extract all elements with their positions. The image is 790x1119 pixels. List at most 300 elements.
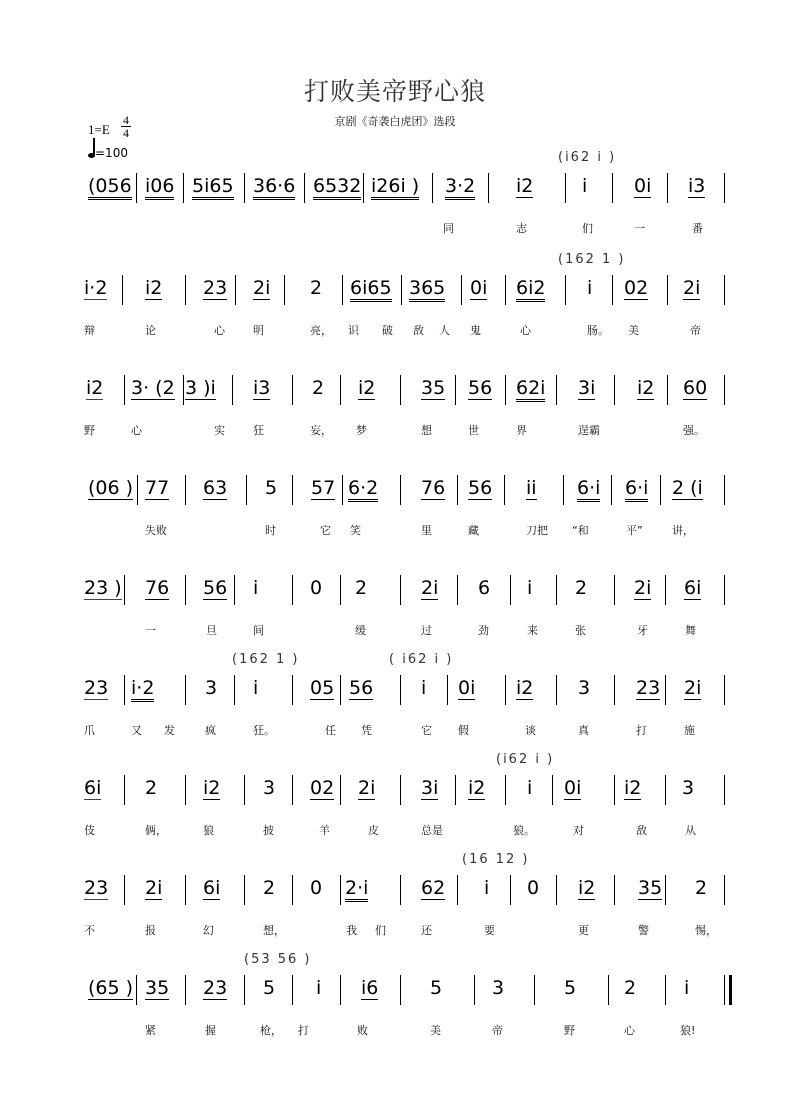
note-group: 2 bbox=[355, 577, 368, 599]
barline bbox=[122, 275, 123, 305]
barline bbox=[505, 275, 506, 305]
barline bbox=[455, 775, 456, 805]
lyric: 们 bbox=[582, 222, 593, 235]
barline bbox=[183, 375, 184, 405]
barline bbox=[614, 675, 615, 705]
note-group: 2i bbox=[683, 277, 701, 299]
barline bbox=[124, 775, 125, 805]
barline bbox=[342, 275, 343, 305]
note-group: 2 bbox=[312, 377, 325, 399]
barline bbox=[292, 575, 293, 605]
barline bbox=[665, 875, 666, 905]
note-group: 2·i bbox=[345, 878, 368, 902]
note-group: i2 bbox=[203, 777, 221, 799]
lyric: 它 bbox=[421, 724, 432, 737]
note-group: 6i65 bbox=[350, 278, 392, 302]
lyric: 野 bbox=[84, 424, 95, 437]
lyric: 敌 bbox=[636, 824, 647, 837]
lyric: 牙 bbox=[637, 624, 648, 637]
lyric: 笑 bbox=[350, 524, 361, 537]
song-title: 打败美帝野心狼 bbox=[303, 77, 486, 106]
barline bbox=[124, 575, 125, 605]
lyric: 皮 bbox=[368, 824, 379, 837]
note-group: 35 bbox=[421, 377, 446, 399]
note-group: 5 bbox=[430, 977, 443, 999]
note-group: 5 bbox=[564, 977, 577, 999]
barline bbox=[400, 475, 401, 505]
note-group: i·2 bbox=[84, 277, 108, 299]
barline bbox=[183, 173, 184, 203]
note-group: 2 bbox=[624, 977, 637, 999]
lyric: 狂。 bbox=[253, 724, 275, 737]
time-signature-top: 4 bbox=[123, 113, 129, 127]
barline bbox=[665, 575, 666, 605]
barline bbox=[455, 375, 456, 405]
note-group: 2i bbox=[684, 677, 702, 699]
lyric: 想， bbox=[263, 924, 285, 937]
barline bbox=[505, 675, 506, 705]
barline bbox=[136, 173, 137, 203]
barline bbox=[724, 375, 725, 405]
note-group: 56 bbox=[468, 377, 493, 399]
barline bbox=[457, 875, 458, 905]
note-group: i bbox=[316, 977, 322, 999]
note-group: i06 bbox=[145, 176, 174, 200]
note-group: i26i ) bbox=[371, 176, 419, 200]
lyric: 梦 bbox=[356, 424, 367, 437]
note-group: i bbox=[527, 777, 533, 799]
note-group: 02 bbox=[310, 777, 335, 799]
lyric: 枪， bbox=[260, 1024, 282, 1037]
barline bbox=[400, 775, 401, 805]
barline bbox=[447, 675, 448, 705]
lyric: 狼 bbox=[203, 824, 214, 837]
barline bbox=[400, 575, 401, 605]
grace-notes: ( i62 i ) bbox=[389, 652, 454, 667]
barline bbox=[556, 875, 557, 905]
lyric: 论 bbox=[145, 324, 156, 337]
barline bbox=[667, 375, 668, 405]
lyric: 假 bbox=[458, 724, 469, 737]
barline bbox=[340, 975, 341, 1005]
tempo-marking bbox=[88, 138, 128, 160]
barline bbox=[292, 375, 293, 405]
lyric: 要 bbox=[484, 924, 495, 937]
note-group: ii bbox=[526, 477, 537, 499]
barline bbox=[124, 375, 125, 405]
lyric: 舞 bbox=[685, 624, 696, 637]
barline bbox=[185, 975, 186, 1005]
barline bbox=[124, 875, 125, 905]
barline bbox=[340, 775, 341, 805]
note-group: 365 bbox=[409, 278, 445, 302]
lyric: 敌 bbox=[413, 324, 424, 337]
note-group: i2 bbox=[86, 377, 104, 399]
barline bbox=[400, 975, 401, 1005]
note-group: i2 bbox=[516, 175, 534, 197]
barline bbox=[667, 173, 668, 203]
note-group: i2 bbox=[516, 677, 534, 699]
grace-notes: (i62 i ) bbox=[558, 150, 617, 165]
lyric: 打 bbox=[298, 1024, 309, 1037]
lyric: 失败 bbox=[145, 524, 167, 537]
barline bbox=[457, 475, 458, 505]
grace-notes: (i62 i ) bbox=[496, 752, 555, 767]
barline bbox=[292, 675, 293, 705]
note-group: i bbox=[253, 577, 259, 599]
note-group: 0 bbox=[310, 877, 323, 899]
note-group: 0i bbox=[458, 677, 476, 699]
note-group: 3 bbox=[492, 977, 505, 999]
note-group: 6·i bbox=[625, 478, 648, 502]
barline bbox=[136, 975, 137, 1005]
barline bbox=[400, 675, 401, 705]
barline bbox=[235, 275, 236, 305]
barline bbox=[556, 375, 557, 405]
barline bbox=[556, 575, 557, 605]
key-signature: 1=E bbox=[88, 122, 110, 137]
note-group: 57 bbox=[311, 477, 336, 499]
note-group: 6 bbox=[478, 577, 491, 599]
barline bbox=[614, 775, 615, 805]
note-group: 3i bbox=[578, 377, 596, 399]
note-group: 3· (2 bbox=[131, 377, 175, 399]
barline bbox=[608, 975, 609, 1005]
note-group: 23 bbox=[636, 677, 661, 699]
note-group: 36·6 bbox=[253, 176, 295, 200]
barline bbox=[340, 675, 341, 705]
note-group: i2 bbox=[637, 377, 655, 399]
note-group: 63 bbox=[203, 477, 228, 499]
lyric: 谈 bbox=[525, 724, 536, 737]
lyric: 狂 bbox=[253, 424, 264, 437]
note-group: 2 (i bbox=[672, 477, 703, 499]
barline bbox=[510, 575, 511, 605]
note-group: 6·i bbox=[577, 478, 600, 502]
note-group: 0 bbox=[527, 877, 540, 899]
note-group: 76 bbox=[421, 477, 446, 499]
note-group: 2 bbox=[575, 577, 588, 599]
barline bbox=[474, 975, 475, 1005]
barline bbox=[565, 275, 566, 305]
note-group: 56 bbox=[349, 677, 374, 699]
note-group: 6i bbox=[84, 777, 102, 799]
note-group: 3i bbox=[421, 777, 439, 799]
barline bbox=[185, 675, 186, 705]
barline bbox=[244, 975, 245, 1005]
note-group: 56 bbox=[468, 477, 493, 499]
note-group: 6i bbox=[203, 877, 221, 899]
lyric: 过 bbox=[421, 624, 432, 637]
barline bbox=[665, 975, 666, 1005]
barline bbox=[340, 875, 341, 905]
lyric: 界 bbox=[516, 424, 527, 437]
lyric: 俩， bbox=[145, 824, 167, 837]
time-signature bbox=[121, 114, 131, 139]
note-group: 0i bbox=[634, 175, 652, 197]
lyric: 鬼 bbox=[470, 324, 481, 337]
lyric: 施 bbox=[684, 724, 695, 737]
note-group: 2i bbox=[634, 577, 652, 599]
barline bbox=[185, 275, 186, 305]
lyric: 紧 bbox=[145, 1024, 156, 1037]
barline bbox=[614, 575, 615, 605]
barline bbox=[292, 775, 293, 805]
note-group: i6 bbox=[361, 977, 379, 999]
barline bbox=[292, 975, 293, 1005]
lyric: 心 bbox=[131, 424, 142, 437]
lyric: 妄， bbox=[310, 424, 332, 437]
lyric: 对 bbox=[573, 824, 584, 837]
lyric: 一 bbox=[145, 624, 156, 637]
lyric: 握 bbox=[205, 1024, 216, 1037]
lyric: 里 bbox=[421, 524, 432, 537]
barline bbox=[292, 475, 293, 505]
note-group: 62i bbox=[516, 378, 545, 402]
lyric: 平” bbox=[626, 524, 643, 537]
lyric: 明 bbox=[253, 324, 264, 337]
barline bbox=[612, 173, 613, 203]
lyric: 真 bbox=[578, 724, 589, 737]
lyric: 发 bbox=[164, 724, 175, 737]
note-group: 2 bbox=[145, 777, 158, 799]
note-group: 62 bbox=[421, 877, 446, 899]
barline bbox=[611, 475, 612, 505]
grace-notes: (53 56 ) bbox=[244, 952, 312, 967]
barline bbox=[432, 173, 433, 203]
note-group: (06 ) bbox=[88, 477, 134, 499]
barline bbox=[510, 875, 511, 905]
note-group: 23 bbox=[203, 277, 228, 299]
score-line bbox=[0, 752, 790, 878]
note-group: i bbox=[421, 677, 427, 699]
note-group: i3 bbox=[253, 377, 271, 399]
barline bbox=[363, 173, 364, 203]
lyric: 们 bbox=[375, 924, 386, 937]
barline bbox=[185, 575, 186, 605]
note-group: 3·2 bbox=[445, 176, 475, 200]
lyric: 破 bbox=[382, 324, 393, 337]
note-group: i2 bbox=[624, 777, 642, 799]
note-group: 3 bbox=[682, 777, 695, 799]
barline bbox=[563, 475, 564, 505]
note-group: 2i bbox=[145, 877, 163, 899]
lyric: 披 bbox=[263, 824, 274, 837]
lyric: 惕， bbox=[695, 924, 717, 937]
lyric: 心 bbox=[624, 1024, 635, 1037]
note-group: 2 bbox=[310, 277, 323, 299]
note-group: i bbox=[484, 877, 490, 899]
barline bbox=[534, 975, 535, 1005]
lyric: 番 bbox=[692, 222, 703, 235]
note-group: 6i2 bbox=[516, 278, 545, 302]
lyric: 美 bbox=[430, 1024, 441, 1037]
lyric: 不 bbox=[84, 924, 95, 937]
barline bbox=[232, 375, 233, 405]
barline bbox=[400, 375, 401, 405]
barline bbox=[724, 173, 725, 203]
barline bbox=[488, 173, 489, 203]
grace-notes: (162 1 ) bbox=[558, 252, 626, 267]
lyric: 帝 bbox=[690, 324, 701, 337]
barline bbox=[185, 775, 186, 805]
lyric: 狼。 bbox=[513, 824, 535, 837]
barline bbox=[137, 475, 138, 505]
note-group: 6·2 bbox=[348, 478, 378, 502]
lyric: 伎 bbox=[84, 824, 95, 837]
note-group: i·2 bbox=[131, 678, 154, 702]
barline bbox=[340, 575, 341, 605]
note-group: 23 ) bbox=[84, 577, 122, 599]
barline bbox=[504, 475, 505, 505]
lyric: 藏 bbox=[468, 524, 479, 537]
lyric: 从 bbox=[685, 824, 696, 837]
barline bbox=[244, 875, 245, 905]
lyric: 世 bbox=[468, 424, 479, 437]
lyric: 想 bbox=[421, 424, 432, 437]
barline bbox=[724, 875, 725, 905]
lyric: 我 bbox=[346, 924, 357, 937]
lyric: 狼! bbox=[680, 1024, 696, 1037]
note-group: i2 bbox=[358, 377, 376, 399]
lyric: 败 bbox=[357, 1024, 368, 1037]
lyric: 亮， bbox=[310, 324, 332, 337]
lyric: 强。 bbox=[683, 424, 705, 437]
note-group: i2 bbox=[468, 777, 486, 799]
note-group: 35 bbox=[638, 877, 663, 899]
note-group: i bbox=[587, 277, 593, 299]
barline bbox=[457, 575, 458, 605]
note-group: 3 bbox=[578, 677, 591, 699]
barline bbox=[342, 475, 343, 505]
note-group: 3 )i bbox=[185, 377, 216, 399]
lyric: 志 bbox=[516, 222, 527, 235]
barline bbox=[400, 875, 401, 905]
score-line bbox=[0, 378, 790, 478]
lyric: 它 bbox=[320, 524, 331, 537]
note-group: 2i bbox=[421, 577, 439, 599]
score-line bbox=[0, 878, 790, 978]
barline bbox=[505, 375, 506, 405]
note-group: 3 bbox=[205, 677, 218, 699]
barline bbox=[185, 875, 186, 905]
barline bbox=[304, 173, 305, 203]
barline bbox=[284, 275, 285, 305]
grace-notes: (162 1 ) bbox=[232, 652, 300, 667]
lyric: 同 bbox=[443, 222, 454, 235]
barline bbox=[665, 775, 666, 805]
note-group: i bbox=[684, 977, 690, 999]
barline bbox=[724, 475, 725, 505]
note-group: 23 bbox=[203, 977, 228, 999]
barline bbox=[552, 775, 553, 805]
barline bbox=[461, 275, 462, 305]
note-group: 2i bbox=[253, 277, 271, 299]
lyric: 实 bbox=[214, 424, 225, 437]
lyric: 心 bbox=[520, 324, 531, 337]
note-group: 5 bbox=[265, 477, 278, 499]
score-line bbox=[0, 252, 790, 378]
lyric: 爪 bbox=[84, 724, 95, 737]
lyric: 还 bbox=[421, 924, 432, 937]
lyric: 刀把 bbox=[526, 524, 548, 537]
lyric: 识 bbox=[348, 324, 359, 337]
lyric: 一 bbox=[634, 222, 645, 235]
lyric: 时 bbox=[265, 524, 276, 537]
lyric: 逞霸 bbox=[578, 424, 600, 437]
barline bbox=[667, 275, 668, 305]
grace-notes: (16 12 ) bbox=[462, 852, 530, 867]
note-group: 5 bbox=[263, 977, 276, 999]
barline bbox=[234, 575, 235, 605]
note-group: (65 ) bbox=[88, 977, 134, 999]
lyric: 羊 bbox=[319, 824, 330, 837]
lyric: 帝 bbox=[492, 1024, 503, 1037]
barline bbox=[665, 675, 666, 705]
barline bbox=[724, 275, 725, 305]
note-group: 76 bbox=[145, 577, 170, 599]
time-signature-bottom: 4 bbox=[123, 126, 129, 140]
lyric: 间 bbox=[253, 624, 264, 637]
barline bbox=[234, 675, 235, 705]
lyric: 警 bbox=[638, 924, 649, 937]
note-group: i2 bbox=[145, 277, 163, 299]
barline bbox=[185, 475, 186, 505]
score-line bbox=[0, 952, 790, 1078]
note-group: 2 bbox=[263, 877, 276, 899]
lyric: 总是 bbox=[421, 824, 443, 837]
barline bbox=[246, 475, 247, 505]
barline bbox=[244, 173, 245, 203]
lyric: 打 bbox=[636, 724, 647, 737]
lyric: 野 bbox=[564, 1024, 575, 1037]
note-group: 77 bbox=[145, 477, 170, 499]
note-group: 0i bbox=[564, 777, 582, 799]
note-group: 35 bbox=[145, 977, 170, 999]
lyric: 美 bbox=[628, 324, 639, 337]
note-group: i bbox=[253, 677, 259, 699]
barline bbox=[292, 875, 293, 905]
note-group: 0 bbox=[310, 577, 323, 599]
note-group: i bbox=[527, 577, 533, 599]
barline bbox=[612, 275, 613, 305]
tempo-value: =100 bbox=[95, 146, 128, 160]
final-barline bbox=[724, 975, 732, 1005]
note-group: 23 bbox=[84, 877, 109, 899]
barline bbox=[660, 475, 661, 505]
barline bbox=[614, 375, 615, 405]
lyric: 凭 bbox=[361, 724, 372, 737]
barline bbox=[724, 575, 725, 605]
barline bbox=[124, 675, 125, 705]
note-group: 2i bbox=[358, 777, 376, 799]
lyric: “和 bbox=[572, 524, 589, 537]
score-line bbox=[0, 478, 790, 578]
note-group: 56 bbox=[203, 577, 228, 599]
barline bbox=[724, 775, 725, 805]
song-subtitle: 京剧《奇袭白虎团》选段 bbox=[334, 115, 456, 128]
lyric: 旦 bbox=[206, 624, 217, 637]
lyric: 心 bbox=[214, 324, 225, 337]
lyric: 幻 bbox=[203, 924, 214, 937]
note-group: i2 bbox=[578, 877, 596, 899]
lyric: 讲， bbox=[672, 524, 694, 537]
lyric: 又 bbox=[131, 724, 142, 737]
barline bbox=[340, 375, 341, 405]
note-group: i bbox=[582, 175, 588, 197]
lyric: 人 bbox=[439, 324, 450, 337]
lyric: 疯 bbox=[205, 724, 216, 737]
